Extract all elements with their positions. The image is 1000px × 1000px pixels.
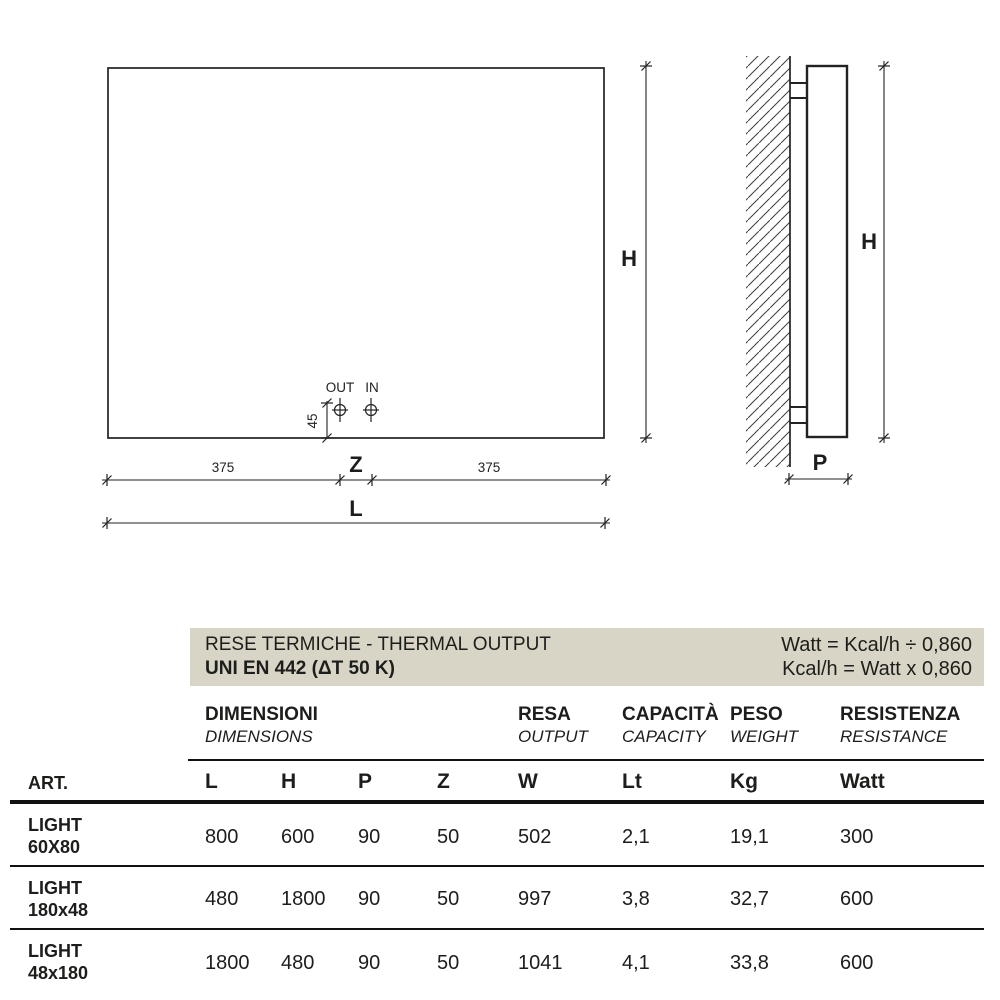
side-h-label: H <box>861 229 877 254</box>
band-formula-line2: Kcal/h = Watt x 0,860 <box>782 658 972 680</box>
group-header-dimensions: DIMENSIONI DIMENSIONS <box>205 704 318 746</box>
p-label: P <box>812 450 828 475</box>
front-height-dimension <box>640 61 652 443</box>
band-formulas <box>781 633 972 681</box>
table-cell: 800 <box>205 826 239 848</box>
row-label-light-48x180: LIGHT 48x180 <box>28 941 89 983</box>
column-header-l: L <box>205 770 218 793</box>
table-cell: 1800 <box>281 888 326 910</box>
band-title <box>205 633 551 681</box>
group-header-output: RESA OUTPUT <box>518 704 588 746</box>
table-cell: 502 <box>518 826 552 848</box>
table-cell: 90 <box>358 888 381 910</box>
radiator-front-outline <box>108 68 604 438</box>
table-cell: 4,1 <box>622 952 650 974</box>
table-cell: 1041 <box>518 952 563 974</box>
out-label: OUT <box>325 380 355 395</box>
pipe-connection-in-icon <box>363 398 379 422</box>
table-cell: 90 <box>358 826 381 848</box>
table-cell: 33,8 <box>730 952 769 974</box>
column-header-p: P <box>358 770 373 793</box>
band-title-line2: UNI EN 442 (ΔT 50 K) <box>205 658 395 679</box>
group-header-rule <box>188 759 984 761</box>
group-header-capacity: CAPACITÀ CAPACITY <box>622 704 719 746</box>
column-header-z: Z <box>437 770 450 793</box>
radiator-side-outline <box>807 66 847 437</box>
column-header-watt: Watt <box>840 770 885 793</box>
front-view <box>102 61 652 529</box>
table-cell: 2,1 <box>622 826 650 848</box>
group-header-resistance: RESISTENZA RESISTANCE <box>840 704 961 746</box>
mounting-brackets <box>790 83 807 423</box>
dim-375-left-label: 375 <box>211 460 235 475</box>
band-formula-line1: Watt = Kcal/h ÷ 0,860 <box>781 634 972 656</box>
z-label: Z <box>349 452 363 477</box>
in-label: IN <box>365 380 379 395</box>
table-cell: 480 <box>205 888 239 910</box>
table-cell: 480 <box>281 952 315 974</box>
row-label-light-180x48: LIGHT 180x48 <box>28 878 89 920</box>
table-cell: 90 <box>358 952 381 974</box>
column-header-h: H <box>281 770 297 793</box>
offset-45-label: 45 <box>305 413 320 429</box>
table-cell: 19,1 <box>730 826 769 848</box>
side-height-dimension <box>878 61 890 443</box>
side-view <box>746 56 890 485</box>
table-cell: 600 <box>281 826 315 848</box>
table-header-rule <box>10 800 984 804</box>
group-header-weight: PESO WEIGHT <box>730 704 798 746</box>
row-separator <box>10 865 984 867</box>
dim-375-right-label: 375 <box>477 460 501 475</box>
band-title-line1: RESE TERMICHE - THERMAL OUTPUT <box>205 634 551 655</box>
inlet-offset-dimension <box>321 399 333 443</box>
table-cell: 50 <box>437 826 460 848</box>
column-header-kg: Kg <box>730 770 758 793</box>
table-cell: 50 <box>437 888 460 910</box>
table-cell: 600 <box>840 888 874 910</box>
table-cell: 300 <box>840 826 874 848</box>
wall-hatching <box>746 56 790 467</box>
thermal-output-band <box>190 628 984 686</box>
l-label: L <box>349 496 363 521</box>
pipe-connection-out-icon <box>332 398 348 422</box>
row-separator <box>10 928 984 930</box>
front-h-label: H <box>621 246 637 271</box>
table-cell: 600 <box>840 952 874 974</box>
table-cell: 3,8 <box>622 888 650 910</box>
column-header-lt: Lt <box>622 770 642 793</box>
table-cell: 1800 <box>205 952 250 974</box>
column-header-w: W <box>518 770 538 793</box>
table-cell: 50 <box>437 952 460 974</box>
row-label-light-60x80: LIGHT 60X80 <box>28 815 82 857</box>
art-column-header: ART. <box>28 773 68 793</box>
table-cell: 997 <box>518 888 552 910</box>
table-cell: 32,7 <box>730 888 769 910</box>
